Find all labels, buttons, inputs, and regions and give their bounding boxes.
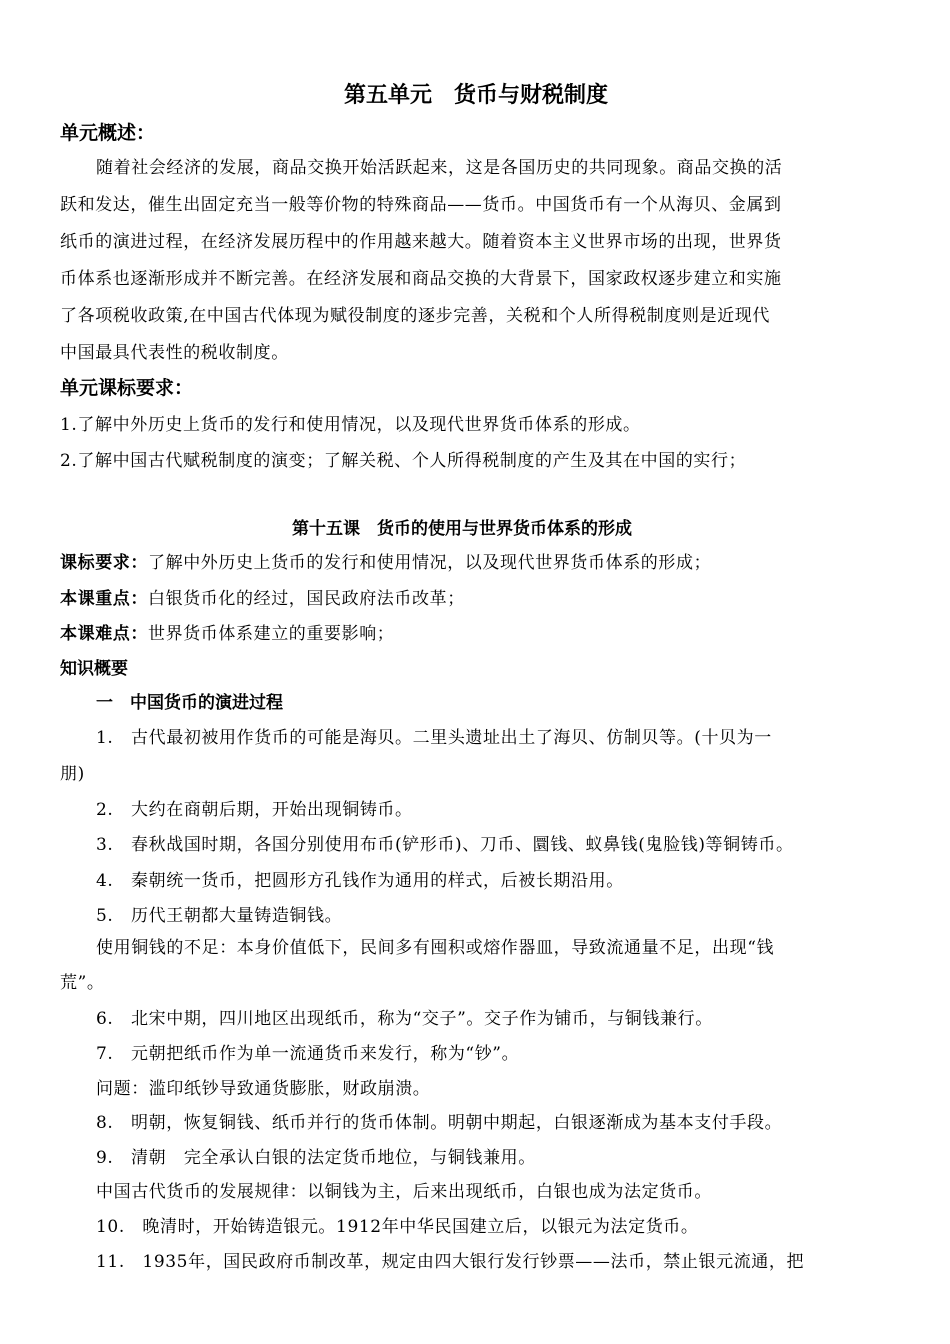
- lesson-key-point: [60, 584, 465, 609]
- content-line: 4. 秦朝统一货币，把圆形方孔钱作为通用的样式，后被长期沿用。: [96, 871, 624, 891]
- standards-heading: 单元课标要求：: [60, 377, 194, 399]
- content-line: 中国古代货币的发展规律：以铜钱为主，后来出现纸币，白银也成为法定货币。: [96, 1182, 712, 1202]
- content-line: 1. 古代最初被用作货币的可能是海贝。二里头遗址出土了海贝、仿制贝等。(十贝为一: [96, 728, 772, 748]
- section-heading: 一 中国货币的演进过程: [96, 693, 283, 713]
- overview-line: 纸币的演进过程，在经济发展历程中的作用越来越大。随着资本主义世界市场的出现，世界货: [60, 232, 782, 252]
- overview-line: 了各项税收政策,在中国古代体现为赋役制度的逐步完善，关税和个人所得税制度则是近现代: [60, 306, 771, 326]
- content-line: 6. 北宋中期，四川地区出现纸币，称为“交子”。交子作为铺币，与铜钱兼行。: [96, 1009, 713, 1029]
- content-line: 10. 晚清时，开始铸造银元。1912年中华民国建立后，以银元为法定货币。: [96, 1217, 699, 1237]
- lesson-difficulty: [60, 619, 394, 644]
- overview-heading: 单元概述：: [60, 122, 156, 144]
- overview-line: 币体系也逐渐形成并不断完善。在经济发展和商品交换的大背景下，国家政权逐步建立和实施: [60, 269, 782, 289]
- overview-line: 中国最具代表性的税收制度。: [60, 343, 289, 363]
- content-line: 2. 大约在商朝后期，开始出现铜铸币。: [96, 800, 413, 820]
- standards-item: 2.了解中国古代赋税制度的演变；了解关税、个人所得税制度的产生及其在中国的实行；: [60, 451, 747, 471]
- key-text: 白银货币化的经过，国民政府法币改革；: [148, 589, 465, 609]
- content-line: 问题：滥印纸钞导致通货膨胀，财政崩溃。: [96, 1079, 431, 1099]
- content-line: 朋): [60, 764, 85, 784]
- summary-heading: 知识概要: [60, 659, 128, 679]
- content-line: 9. 清朝 完全承认白银的法定货币地位，与铜钱兼用。: [96, 1148, 536, 1168]
- difficulty-label: 本课难点：: [60, 624, 148, 644]
- overview-line: 跃和发达，催生出固定充当一般等价物的特殊商品——货币。中国货币有一个从海贝、金属到: [60, 195, 782, 215]
- content-line: 使用铜钱的不足：本身价值低下，民间多有囤积或熔作器皿，导致流通量不足，出现“钱: [96, 938, 775, 958]
- requirement-text: 了解中外历史上货币的发行和使用情况，以及现代世界货币体系的形成；: [148, 553, 712, 573]
- standards-item: 1.了解中外历史上货币的发行和使用情况，以及现代世界货币体系的形成。: [60, 415, 641, 435]
- lesson-title: 第十五课 货币的使用与世界货币体系的形成: [292, 519, 632, 539]
- content-line: 荒”。: [60, 973, 105, 993]
- lesson-requirement: [60, 548, 711, 573]
- content-line: 5. 历代王朝都大量铸造铜钱。: [96, 906, 343, 926]
- key-label: 本课重点：: [60, 589, 148, 609]
- content-line: 7. 元朝把纸币作为单一流通货币来发行，称为“钞”。: [96, 1044, 520, 1064]
- difficulty-text: 世界货币体系建立的重要影响；: [148, 624, 395, 644]
- overview-line: 随着社会经济的发展，商品交换开始活跃起来，这是各国历史的共同现象。商品交换的活: [96, 158, 783, 178]
- content-line: 3. 春秋战国时期，各国分别使用布币(铲形币)、刀币、圜钱、蚁鼻钱(鬼脸钱)等铜铸币。: [96, 835, 794, 855]
- content-line: 11. 1935年，国民政府币制改革，规定由四大银行发行钞票——法币，禁止银元流通，把: [96, 1252, 805, 1272]
- requirement-label: 课标要求：: [60, 553, 148, 573]
- content-line: 8. 明朝，恢复铜钱、纸币并行的货币体制。明朝中期起，白银逐渐成为基本支付手段。: [96, 1113, 783, 1133]
- unit-title: 第五单元 货币与财税制度: [343, 83, 608, 108]
